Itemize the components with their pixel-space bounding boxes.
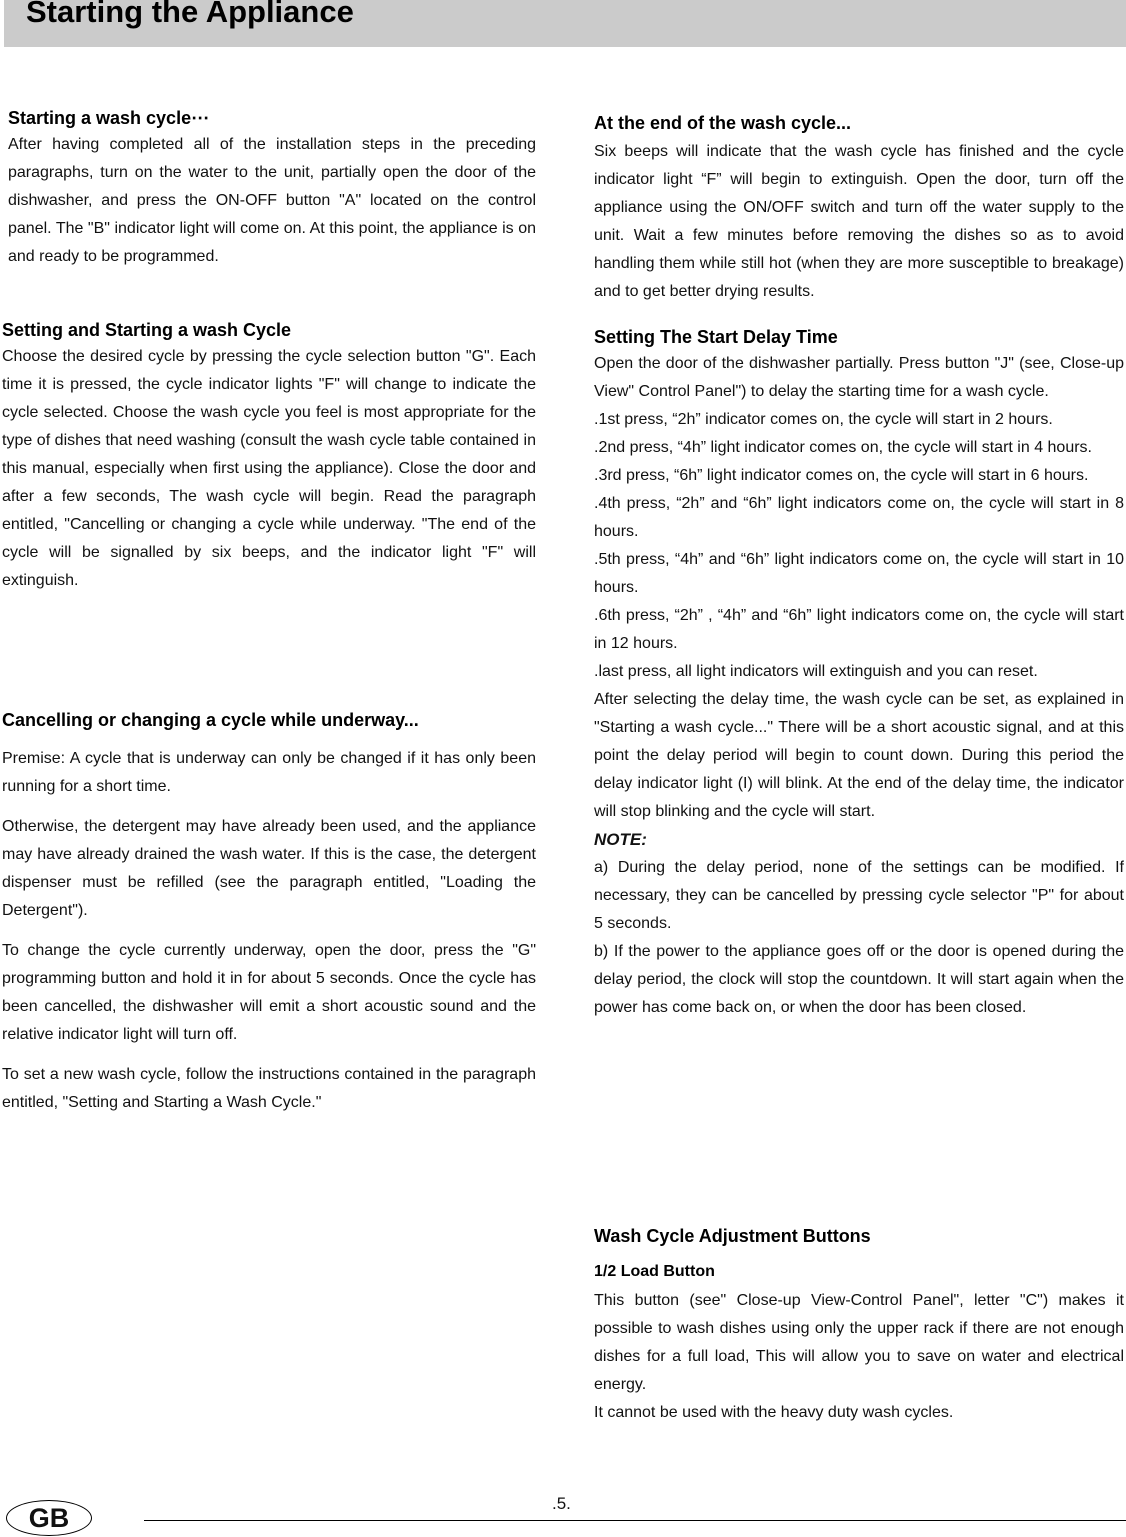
section-starting	[8, 108, 536, 271]
section-heading: Setting and Starting a wash Cycle	[2, 320, 292, 340]
section-heading: Wash Cycle Adjustment Buttons	[594, 1226, 871, 1246]
paragraph: To set a new wash cycle, follow the instructions contained in the paragraph entitled, "Setting and Starting a Wash Cycle."	[2, 1066, 536, 1111]
section-adjustment-buttons	[594, 1226, 1124, 1427]
note-line: b) If the power to the appliance goes off or the door is opened during the delay period, the clock will stop the countdown. It will start again when the power has come back on, or when the door has been closed.	[594, 943, 1124, 1016]
section-cancelling	[2, 710, 536, 1117]
delay-line: Open the door of the dishwasher partially. Press button "J" (see, Close-up View" Control Panel") to delay the starting time for a wash cycle.	[594, 355, 1124, 400]
section-body: Six beeps will indicate that the wash cycle has finished and the cycle indicator light “F” will begin to extinguish. Open the door, turn off the appliance using the ON/OFF switch and turn off the water supply to the unit. Wait a few minutes before removing the dishes so as to avoid handling them while still hot (when they are more susceptible to breakage) and to get better drying results.	[594, 143, 1124, 300]
title-banner	[4, 0, 1126, 47]
page-title: Starting the Appliance	[26, 0, 354, 29]
section-setting	[2, 320, 536, 595]
note-line: a) During the delay period, none of the settings can be modified. If necessary, they can be cancelled by pressing cycle selector "P" for about 5 seconds.	[594, 859, 1124, 932]
paragraph: Premise: A cycle that is underway can only be changed if it has only been running for a short time.	[2, 750, 536, 795]
subheading: 1/2 Load Button	[594, 1263, 715, 1280]
delay-line: .last press, all light indicators will extinguish and you can reset.	[594, 663, 1038, 680]
delay-line: .1st press, “2h” indicator comes on, the cycle will start in 2 hours.	[594, 411, 1053, 428]
section-body: Choose the desired cycle by pressing the cycle selection button "G". Each time it is pressed, the cycle indicator lights "F" will change to indicate the cycle selected. Choose the wash cycle you feel is most appropriate for the type of dishes that need washing (consult the wash cycle table contained in this manual, especially when first using the appliance). Close the door and after a few seconds, The wash cycle will begin. Read the paragraph entitled, "Cancelling or changing a cycle while underway. "The end of the cycle will be signalled by six beeps, and the indicator light "F" will extinguish.	[2, 348, 536, 589]
section-delay	[594, 327, 1124, 1022]
note-label: NOTE:	[594, 830, 647, 849]
delay-line: .4th press, “2h” and “6h” light indicators come on, the cycle will start in 8 hours.	[594, 495, 1124, 540]
section-end-of-cycle	[594, 113, 1124, 306]
section-body: After having completed all of the installation steps in the preceding paragraphs, turn on the water to the unit, partially open the door of the dishwasher, and press the ON-OFF button "A" located on the control panel. The "B" indicator light will come on. At this point, the appliance is on and ready to be programmed.	[8, 136, 536, 265]
delay-line: .3rd press, “6h” light indicator comes on, the cycle will start in 6 hours.	[594, 467, 1089, 484]
section-heading: Starting a wash cycle⋯	[8, 108, 210, 128]
delay-line: .6th press, “2h” , “4h” and “6h” light indicators come on, the cycle will start in 12 hours.	[594, 607, 1124, 652]
footer-rule	[144, 1520, 1126, 1521]
paragraph: Otherwise, the detergent may have already been used, and the appliance may have already drained the wash water. If this is the case, the detergent dispenser must be refilled (see the paragraph entitled, "Loading the Detergent").	[2, 818, 536, 919]
page-number: .5.	[552, 1494, 571, 1513]
country-badge: GB	[6, 1500, 92, 1536]
section-heading: Cancelling or changing a cycle while underway...	[2, 710, 419, 730]
paragraph: To change the cycle currently underway, open the door, press the "G" programming button and hold it in for about 5 seconds. Once the cycle has been cancelled, the dishwasher will emit a short acoustic sound and the relative indicator light will turn off.	[2, 942, 536, 1043]
adjust-line: It cannot be used with the heavy duty wash cycles.	[594, 1404, 954, 1421]
delay-line: .2nd press, “4h” light indicator comes on, the cycle will start in 4 hours.	[594, 439, 1092, 456]
section-heading: Setting The Start Delay Time	[594, 327, 838, 347]
delay-line: .5th press, “4h” and “6h” light indicators come on, the cycle will start in 10 hours.	[594, 551, 1124, 596]
adjust-line: This button (see" Close-up View-Control Panel", letter "C") makes it possible to wash dishes using only the upper rack if there are not enough dishes for a full load, This will allow you to save on water and electrical energy.	[594, 1292, 1124, 1393]
delay-line: After selecting the delay time, the wash cycle can be set, as explained in "Starting a wash cycle..." There will be a short acoustic signal, and at this point the delay period will begin to count down. During this period the delay indicator light (I) will blink. At the end of the delay time, the indicator will stop blinking and the cycle will start.	[594, 691, 1124, 820]
section-heading: At the end of the wash cycle...	[594, 113, 852, 133]
